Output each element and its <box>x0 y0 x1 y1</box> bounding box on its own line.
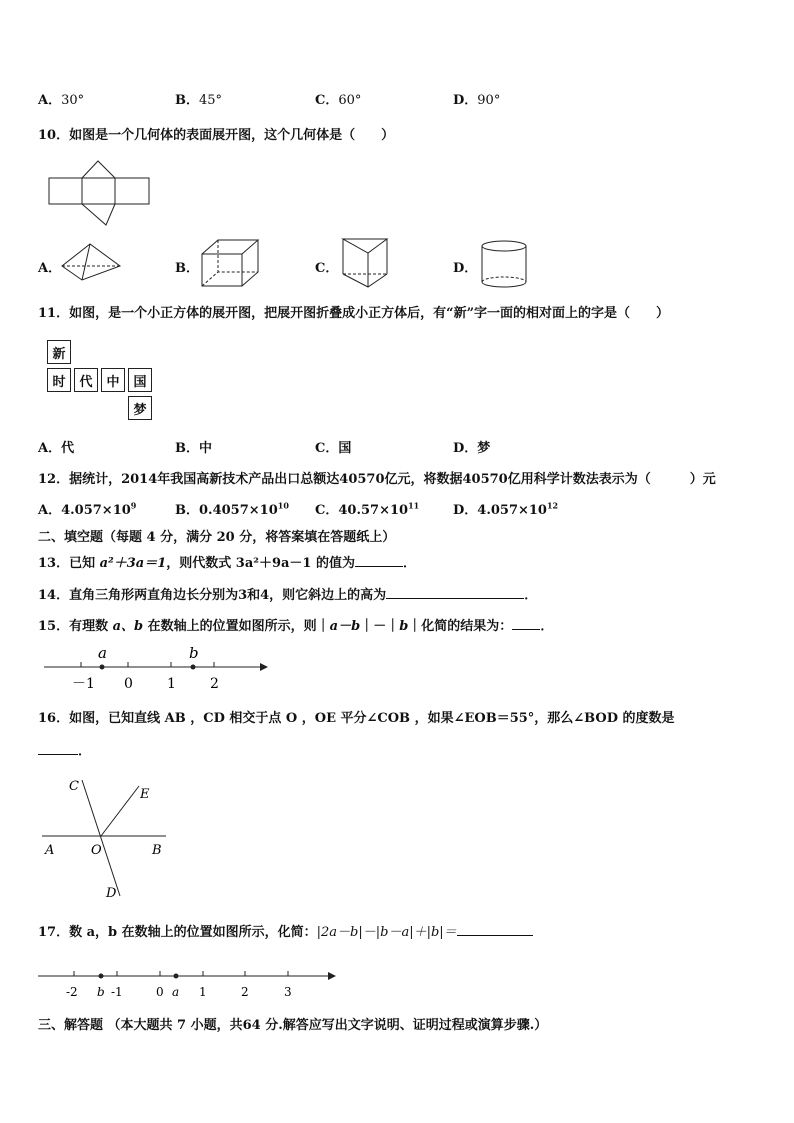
q15-tick-neg1: －1 <box>72 676 95 692</box>
q13-answer-blank <box>355 554 403 567</box>
net-cell-zhong: 中 <box>101 368 125 392</box>
q17: 17．数 a，b 在数轴上的位置如图所示，化简：|2a－b|－|b－a|＋|b|＝ <box>38 921 533 940</box>
q11-stem: 11．如图，是一个小正方体的展开图，把展开图折叠成小正方体后，有“新”字一面的相对面上的字是（ ） <box>38 306 670 321</box>
net-cell-meng: 梦 <box>128 396 152 420</box>
q15-tick-1: 1 <box>167 676 176 692</box>
q16-label-d: D <box>106 886 117 901</box>
q17-tick-2: 2 <box>241 985 249 999</box>
q15-tick-0: 0 <box>124 676 133 692</box>
section-3-heading: 三、解答题 （本大题共 7 小题，共64 分.解答应写出文字说明、证明过程或演算步骤.） <box>38 1018 548 1033</box>
q12-stem: 12．据统计，2014年我国高新技术产品出口总额达40570亿元，将数据40570亿用科学计数法表示为（ ）元 <box>38 472 716 487</box>
q10-option-d-label: D． <box>453 261 478 276</box>
q16-blank-line: ． <box>38 740 91 759</box>
cube-net-figure <box>47 340 157 422</box>
q17-number-line <box>36 962 338 1002</box>
q17-tick-3: 3 <box>284 985 292 999</box>
q15-number-line <box>38 640 270 696</box>
q16-label-o: O <box>91 843 102 858</box>
q11-option-d: D．梦 <box>453 441 491 456</box>
net-cell-shi: 时 <box>47 368 71 392</box>
q14: 14．直角三角形两直角边长分别为3和4，则它斜边上的高为 ． <box>38 588 538 603</box>
q17-answer-blank <box>457 923 533 936</box>
q17-point-a: a <box>172 985 180 999</box>
q12-option-d: D．$4.057\times 10^{12}$ <box>453 500 559 518</box>
q10-option-c-label: C． <box>315 261 339 276</box>
q16-intersecting-lines-figure <box>40 772 174 904</box>
q16-answer-blank <box>38 742 78 755</box>
q12-option-c: C．$40.57\times 10^{11}$ <box>315 500 420 518</box>
q16-label-a: A <box>45 843 55 858</box>
q16-stem: 16．如图，已知直线 AB ，CD 相交于点 O ，OE 平分∠COB ，如果∠EOB＝55°，那么∠BOD 的度数是 <box>38 711 675 726</box>
q10-option-b-label: B． <box>175 261 199 276</box>
q15-point-b-label: b <box>189 644 199 662</box>
q14-answer-blank <box>386 586 524 599</box>
section-2-heading: 二、填空题（每题 4 分，满分 20 分，将答案填在答题纸上） <box>38 530 396 545</box>
cylinder-icon <box>478 238 530 290</box>
net-cell-dai: 代 <box>74 368 98 392</box>
q12-option-a: A．$4.057\times 10^9$ <box>38 500 137 518</box>
q9-option-b: B．45° <box>175 93 223 108</box>
q9-option-d: D．90° <box>453 93 501 108</box>
q15-point-a-label: a <box>98 644 107 662</box>
q12-option-b: B．$0.4057\times 10^{10}$ <box>175 500 289 518</box>
q15-tick-2: 2 <box>210 676 219 692</box>
q13: 13．已知 a²＋3a＝1，则代数式 3a²＋9a－1 的值为 ． <box>38 556 417 571</box>
q15: 15．有理数 a、b 在数轴上的位置如图所示，则｜a－b｜－｜b｜化简的结果为： ． <box>38 619 554 634</box>
q16-label-c: C <box>69 779 79 794</box>
triangular-prism-icon <box>340 236 390 290</box>
q17-tick-neg2: -2 <box>66 985 78 999</box>
q10-stem: 10．如图是一个几何体的表面展开图，这个几何体是（ ） <box>38 128 395 143</box>
q11-option-b: B．中 <box>175 441 213 456</box>
q11-option-c: C．国 <box>315 441 352 456</box>
net-cell-xin: 新 <box>47 340 71 364</box>
q9-option-a: A．30° <box>38 93 85 108</box>
q11-option-a: A．代 <box>38 441 75 456</box>
q17-tick-1: 1 <box>199 985 207 999</box>
q10-option-a-label: A． <box>38 261 62 276</box>
q16-label-b: B <box>152 843 162 858</box>
net-cell-guo: 国 <box>128 368 152 392</box>
q17-tick-neg1: -1 <box>111 985 123 999</box>
q17-tick-0: 0 <box>156 985 164 999</box>
q17-point-b: b <box>97 985 105 999</box>
prism-net-figure <box>48 160 152 230</box>
q9-option-c: C．60° <box>315 93 362 108</box>
pyramid-icon <box>60 242 122 284</box>
q15-answer-blank <box>512 617 540 630</box>
q16-label-e: E <box>140 787 150 802</box>
cube-icon <box>200 238 264 288</box>
